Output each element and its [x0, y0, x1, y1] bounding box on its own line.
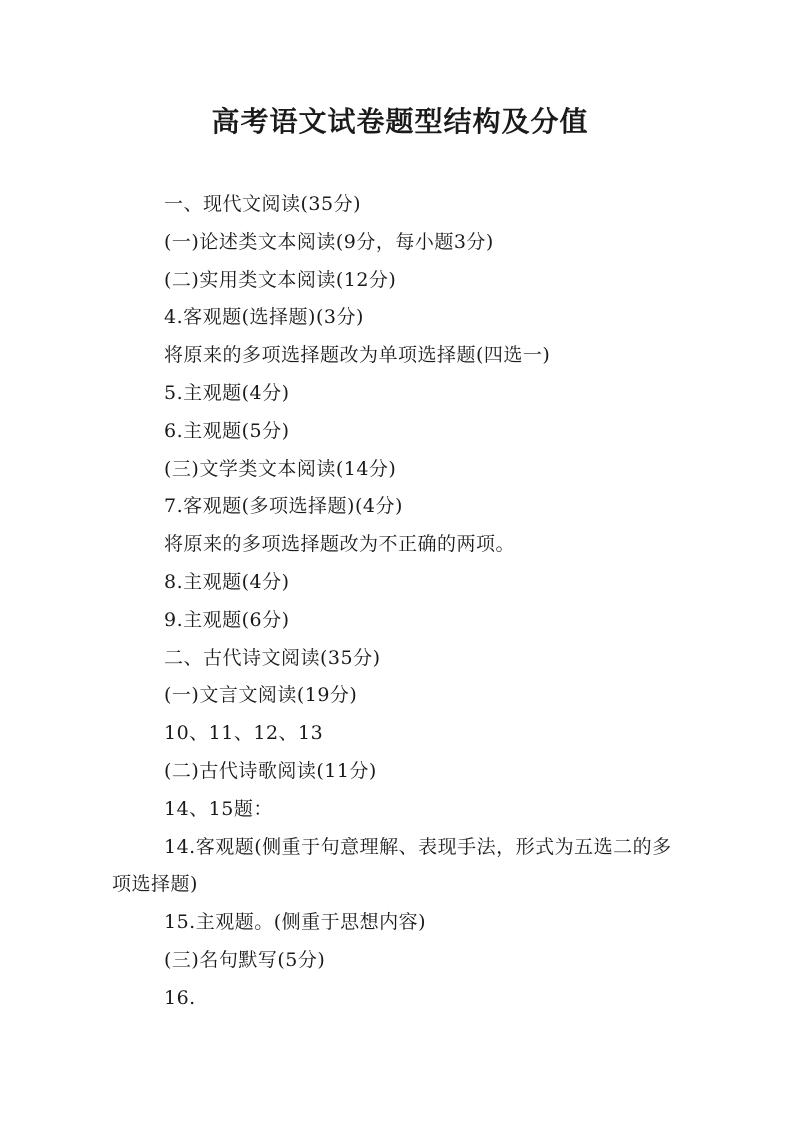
- paragraph: 6.主观题(5分): [164, 419, 290, 442]
- paragraph: 将原来的多项选择题改为单项选择题(四选一): [164, 344, 551, 367]
- paragraph: (三)文学类文本阅读(14分): [164, 457, 397, 480]
- paragraph: 7.客观题(多项选择题)(4分): [164, 495, 403, 518]
- paragraph: (二)古代诗歌阅读(11分): [164, 759, 377, 782]
- paragraph: (三)名句默写(5分): [164, 948, 326, 971]
- paragraph: (一)文言文阅读(19分): [164, 684, 358, 707]
- paragraph: (一)论述类文本阅读(9分，每小题3分): [164, 230, 494, 253]
- paragraph: 将原来的多项选择题改为不正确的两项。: [164, 533, 516, 556]
- paragraph: 10、11、12、13: [164, 722, 324, 745]
- paragraph: 14、15题：: [164, 797, 273, 820]
- document-title: 高考语文试卷题型结构及分值: [211, 105, 589, 138]
- paragraph: 9.主观题(6分): [164, 608, 290, 631]
- paragraph: 4.客观题(选择题)(3分): [164, 306, 364, 329]
- paragraph: 二、古代诗文阅读(35分): [164, 646, 381, 669]
- document-body: [112, 186, 688, 1018]
- paragraph: (二)实用类文本阅读(12分): [164, 268, 397, 291]
- paragraph: 15.主观题。(侧重于思想内容): [164, 911, 427, 934]
- paragraph: 一、现代文阅读(35分): [164, 193, 362, 215]
- paragraph: 14.客观题(侧重于句意理解、表现手法，形式为五选二的多项选择题): [112, 835, 672, 896]
- paragraph: 8.主观题(4分): [164, 570, 290, 593]
- paragraph: 16.: [164, 986, 196, 1009]
- paragraph: 5.主观题(4分): [164, 381, 290, 404]
